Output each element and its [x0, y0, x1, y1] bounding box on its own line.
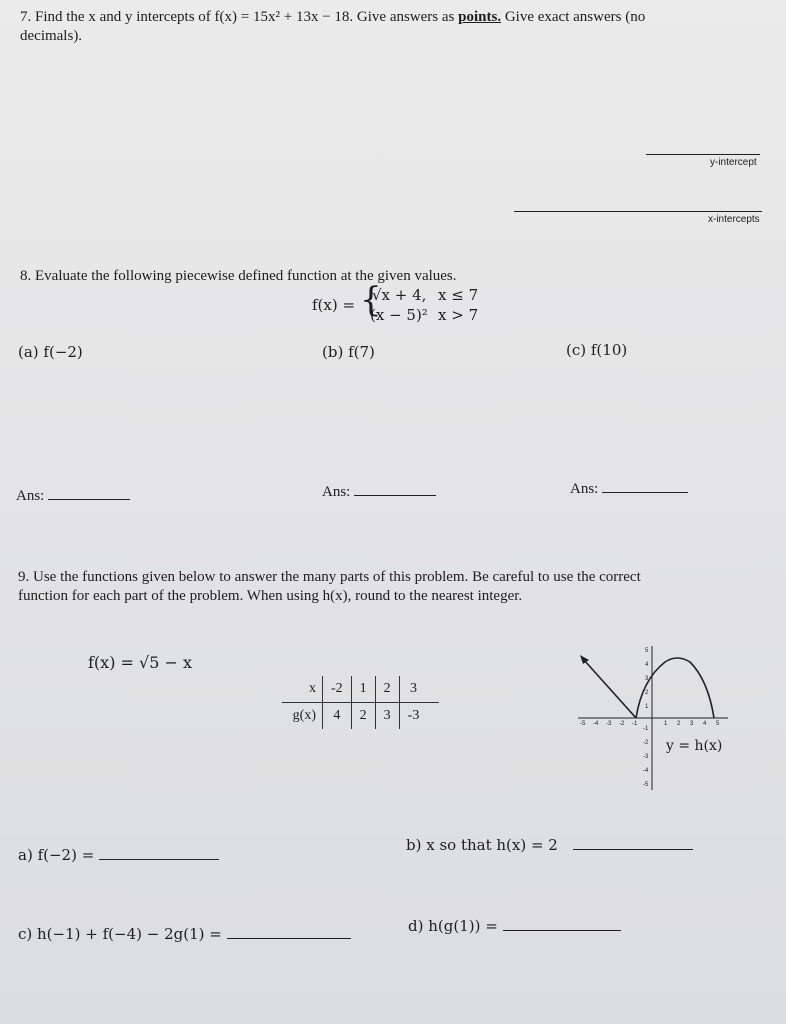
h-graph	[572, 640, 732, 795]
question-number: 7.	[20, 9, 32, 25]
part-b-answer-line[interactable]	[573, 835, 693, 850]
question-number: 8.	[20, 268, 32, 284]
table-cell: 4	[323, 703, 352, 730]
question-9	[18, 568, 758, 586]
table-cell: -2	[323, 676, 352, 703]
q9-part-b	[406, 835, 693, 854]
y-intercept-answer-line[interactable]	[646, 154, 760, 155]
ans-label: Ans:	[16, 488, 45, 504]
table-row-x	[282, 676, 439, 703]
part-b-label: (b) f(7)	[322, 343, 375, 361]
part-a-label: a) f(−2) =	[18, 846, 95, 864]
y-tick: -5	[643, 782, 649, 788]
h-left-branch	[584, 660, 636, 718]
part-b-label: b) x so that h(x) = 2	[406, 836, 558, 854]
answer-b-line[interactable]	[354, 481, 436, 496]
y-tick: 5	[645, 648, 649, 654]
table-cell: 1	[351, 676, 375, 703]
y-intercept-label: y-intercept	[710, 157, 757, 168]
g-table	[282, 676, 439, 729]
x-intercepts-label: x-intercepts	[708, 214, 760, 225]
q9-part-d	[408, 916, 621, 935]
table-cell: 3	[399, 676, 439, 703]
x-tick-labels	[580, 721, 720, 727]
answer-b	[322, 481, 436, 501]
answer-c-line[interactable]	[602, 478, 688, 493]
part-c-label: c) h(−1) + f(−4) − 2g(1) =	[18, 925, 222, 943]
q9-part-c	[18, 924, 351, 943]
graph-label: y = h(x)	[666, 738, 723, 754]
question-8	[20, 267, 457, 285]
ans-label: Ans:	[570, 481, 599, 497]
part-a-label: (a) f(−2)	[18, 343, 83, 361]
y-tick: 1	[645, 704, 649, 710]
question-number: 9.	[18, 569, 30, 585]
question-7	[20, 8, 760, 26]
y-tick: -1	[643, 726, 649, 732]
case1-expression: √x + 4,	[372, 286, 427, 304]
x-tick: 1	[664, 721, 668, 727]
table-cell: 3	[375, 703, 399, 730]
x-tick: -1	[632, 721, 638, 727]
table-row-g	[282, 703, 439, 730]
part-d-label: d) h(g(1)) =	[408, 917, 498, 935]
x-tick: -3	[606, 721, 612, 727]
x-tick: 5	[716, 721, 720, 727]
y-tick: 3	[645, 676, 649, 682]
question-7-text-end: Give exact answers (no	[501, 9, 646, 25]
case2-expression: (x − 5)²	[370, 306, 428, 324]
part-c-label: (c) f(10)	[566, 341, 628, 359]
case2-condition: x > 7	[438, 306, 479, 324]
question-8-text: Evaluate the following piecewise defined function at the given values.	[35, 268, 457, 284]
y-tick: -3	[643, 754, 649, 760]
question-7-text: Find the x and y intercepts of f(x) = 15x² + 13x − 18. Give answers as	[35, 9, 459, 25]
question-7-line2: decimals).	[20, 28, 83, 44]
answer-a	[16, 485, 130, 505]
case1-condition: x ≤ 7	[438, 286, 479, 304]
f-definition: f(x) = √5 − x	[88, 653, 192, 672]
answer-a-line[interactable]	[48, 485, 130, 500]
table-cell: 2	[375, 676, 399, 703]
x-intercepts-answer-line[interactable]	[514, 211, 762, 212]
part-c-answer-line[interactable]	[227, 924, 351, 939]
x-tick: -2	[619, 721, 625, 727]
table-header-x: x	[282, 676, 323, 703]
table-cell: 2	[351, 703, 375, 730]
brace-symbol: {	[360, 280, 382, 320]
y-tick: -4	[643, 768, 649, 774]
x-tick: -4	[593, 721, 599, 727]
question-9-text-line2: function for each part of the problem. When using h(x), round to the nearest integer.	[18, 588, 523, 604]
x-tick: 2	[677, 721, 681, 727]
y-tick: -2	[643, 740, 649, 746]
table-header-g: g(x)	[292, 708, 316, 723]
arrow-head	[580, 655, 589, 664]
x-tick: 3	[690, 721, 694, 727]
answer-c	[570, 478, 688, 498]
y-tick: 2	[645, 690, 649, 696]
part-d-answer-line[interactable]	[503, 916, 621, 931]
ans-label: Ans:	[322, 484, 351, 500]
emphasis-points: points.	[458, 9, 502, 25]
table-cell: -3	[399, 703, 439, 730]
q9-part-a	[18, 845, 219, 864]
part-a-answer-line[interactable]	[99, 845, 219, 860]
piecewise-lhs: f(x) =	[312, 296, 356, 314]
y-tick: 4	[645, 662, 649, 668]
x-tick: 4	[703, 721, 707, 727]
question-9-text-line1: Use the functions given below to answer the many parts of this problem. Be careful to use the correct	[33, 569, 641, 585]
x-tick: -5	[580, 721, 586, 727]
